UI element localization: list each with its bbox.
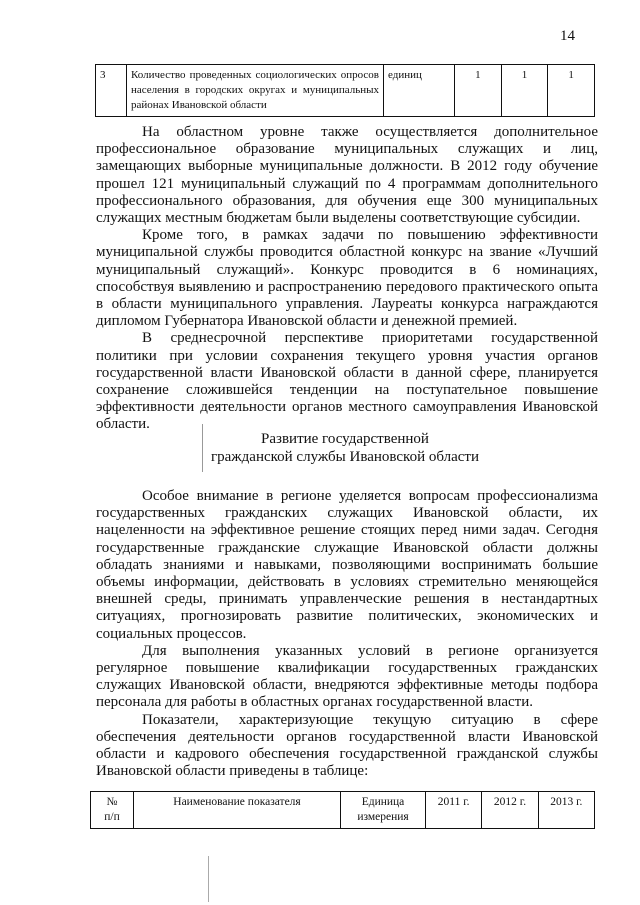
row-number-cell: 3: [96, 65, 127, 117]
indicators-table: [90, 791, 595, 829]
margin-mark: [208, 856, 209, 902]
header-unit-line: Единица: [361, 796, 405, 808]
header-num-line: №: [106, 796, 118, 808]
section-text: [96, 488, 598, 780]
page-number: 14: [560, 28, 575, 44]
section-heading-line: Развитие государственной: [261, 431, 429, 447]
paragraph: Показатели, характеризующие текущую ситуацию в сфере обеспечения деятельности органов государственной власти Ивановской области и кадрового обеспечения государственной гражданской службы Ивановской области приведены в таблице:: [96, 711, 598, 780]
header-unit-line: измерения: [357, 811, 409, 823]
header-2012-cell: 2012 г.: [482, 792, 538, 829]
header-2011-cell: 2011 г.: [426, 792, 482, 829]
unit-cell: единиц: [384, 65, 455, 117]
top-indicators-table: [95, 64, 595, 117]
header-num-line: п/п: [104, 811, 120, 823]
intro-text: [96, 124, 598, 434]
header-num-cell: [91, 792, 134, 829]
paragraph: Особое внимание в регионе уделяется вопросам профессионализма государственных гражданских служащих Ивановской области, их нацеленности на эффективное решение стоящих перед ними задач. Сегодня государственные гражданские служащие Ивановской области должны обладать знаниями и навыками, позволяющими воспринимать большие объемы информации, действовать в условиях стремительно меняющейся внешней среды, принимать управленческие решения в нестандартных ситуациях, прогнозировать развитие политических, экономических и социальных процессов.: [96, 488, 598, 642]
value-2011-cell: 1: [455, 65, 502, 117]
header-2013-cell: 2013 г.: [538, 792, 594, 829]
paragraph: Кроме того, в рамках задачи по повышению эффективности муниципальной службы проводится областной конкурс на звание «Лучший муниципальный служащий». Конкурс проводится в 6 номинациях, способствуя выявлению и распространению передового практического опыта в области муниципального управления. Лауреаты конкурса награждаются дипломом Губернатора Ивановской области и денежной премией.: [96, 227, 598, 330]
paragraph: Для выполнения указанных условий в регионе организуется регулярное повышение квалификации государственных гражданских служащих Ивановской области, внедряются эффективные методы подбора персонала для работы в областных органах государственной власти.: [96, 642, 598, 711]
header-unit-cell: [341, 792, 426, 829]
paragraph: В среднесрочной перспективе приоритетами государственной политики при условии сохранения текущего уровня участия органов государственной власти Ивановской области в данной сфере, планируется сохранение сложившейся тенденции на поступательное повышение эффективности деятельности органов местного самоуправления Ивановской области.: [96, 330, 598, 433]
paragraph: На областном уровне также осуществляется дополнительное профессиональное образование муниципальных служащих и лиц, замещающих выборные муниципальные должности. В 2012 году обучение прошел 121 муниципальный служащий по 4 программам дополнительного профессионального образования, для обучения еще 300 муниципальных служащих местным бюджетам были выделены соответствующие субсидии.: [96, 124, 598, 227]
header-name-cell: Наименование показателя: [134, 792, 341, 829]
value-2013-cell: 1: [548, 65, 595, 117]
table-header-row: [91, 792, 595, 829]
margin-mark: [202, 424, 203, 472]
indicator-name-cell: Количество проведенных социологических опросов населения в городских округах и муниципальных районах Ивановской области: [127, 65, 384, 117]
value-2012-cell: 1: [501, 65, 548, 117]
table-row: [96, 65, 595, 117]
section-heading-line: гражданской службы Ивановской области: [210, 449, 480, 465]
section-heading: [210, 430, 480, 466]
